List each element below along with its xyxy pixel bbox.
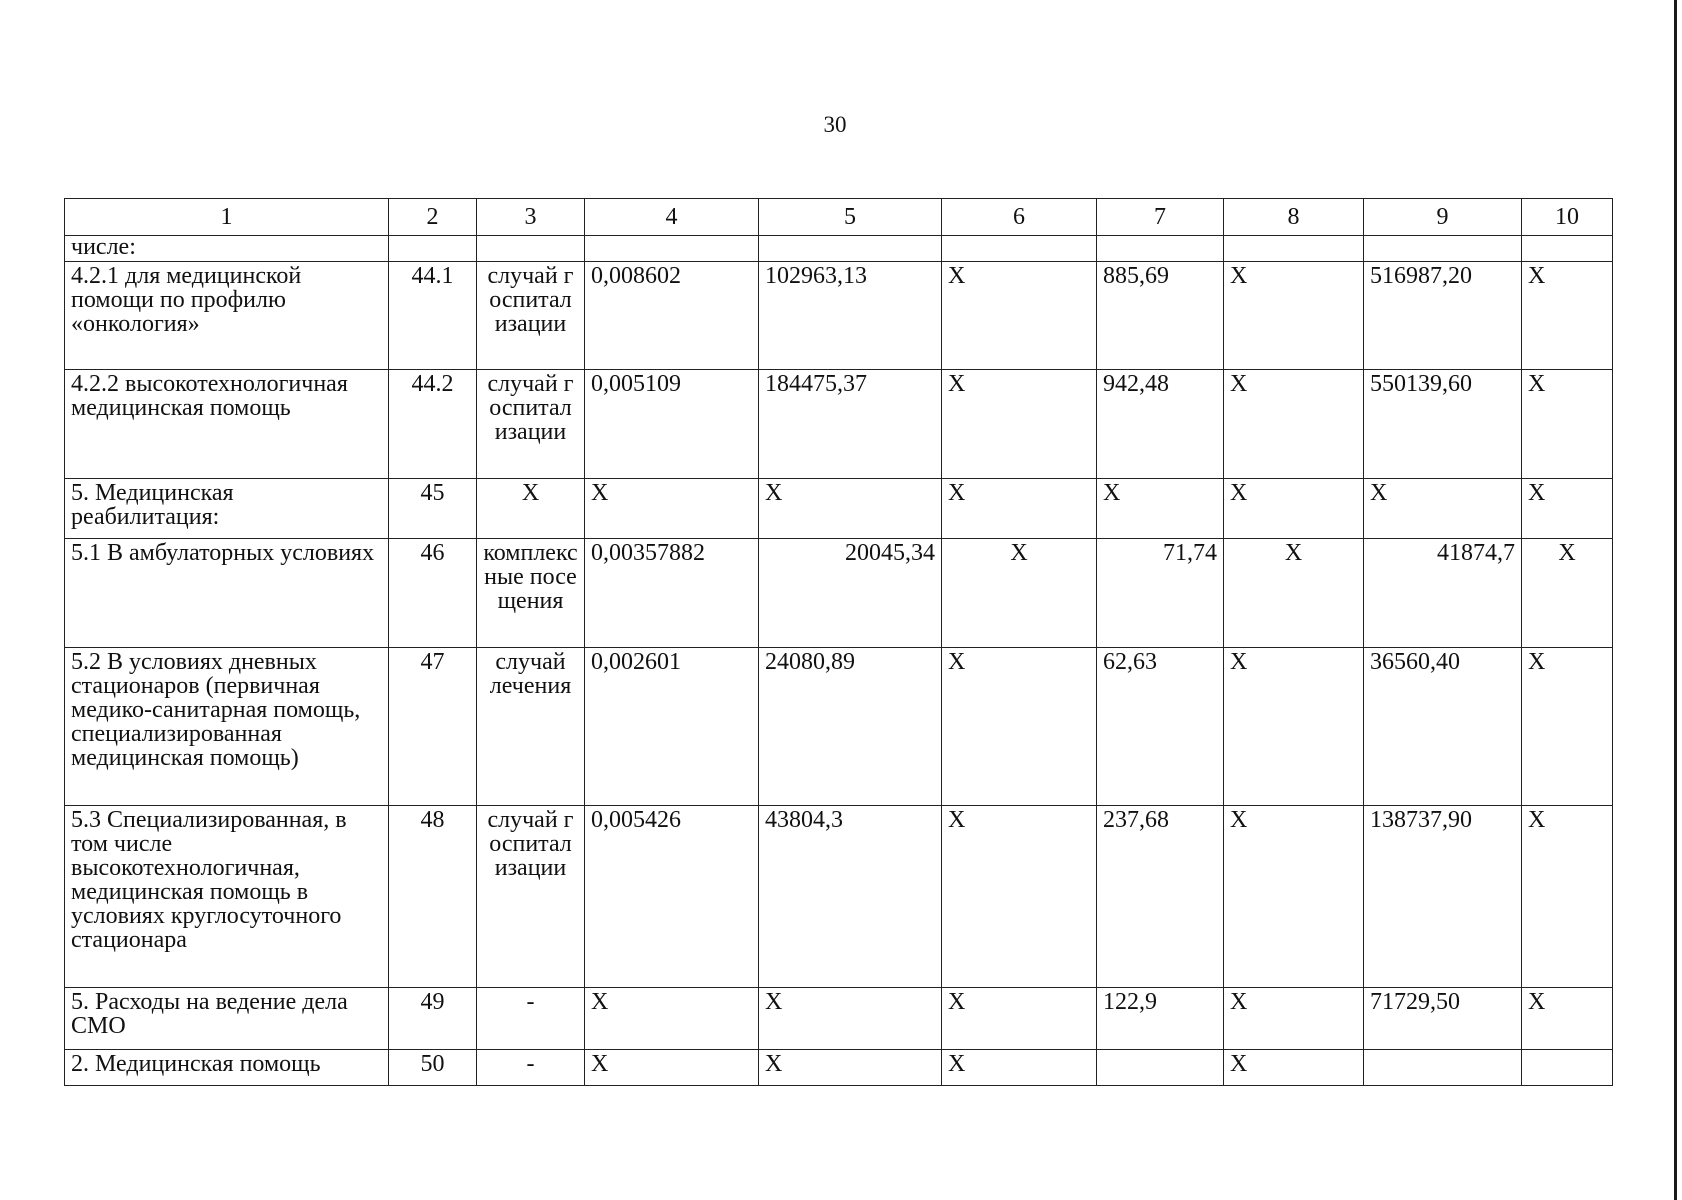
table-cell: 47 xyxy=(389,648,477,806)
row-label: 5.3 Специализированная, в том числе высокотехнологичная, медицинская помощь в условиях круглосуточного стационара xyxy=(65,806,389,988)
table-cell: 43804,3 xyxy=(759,806,942,988)
column-header: 4 xyxy=(585,199,759,236)
table-cell: 516987,20 xyxy=(1364,262,1522,370)
table-cell xyxy=(759,236,942,262)
table-cell: 0,005426 xyxy=(585,806,759,988)
table-cell: X xyxy=(1522,370,1613,479)
data-table xyxy=(64,198,1613,1086)
table-cell: 122,9 xyxy=(1097,988,1224,1050)
table-cell xyxy=(1522,236,1613,262)
table-cell: X xyxy=(942,988,1097,1050)
table-cell: случай госпитализации xyxy=(477,806,585,988)
table-cell xyxy=(1522,1050,1613,1086)
table-cell: X xyxy=(942,1050,1097,1086)
table-cell: X xyxy=(1224,262,1364,370)
table-cell: 20045,34 xyxy=(759,539,942,648)
table-cell: случай госпитализации xyxy=(477,262,585,370)
table-cell: - xyxy=(477,1050,585,1086)
table-cell: X xyxy=(477,479,585,539)
column-header: 2 xyxy=(389,199,477,236)
table-cell: X xyxy=(585,1050,759,1086)
table-cell: X xyxy=(942,648,1097,806)
table-cell: 44.1 xyxy=(389,262,477,370)
table-cell: 49 xyxy=(389,988,477,1050)
table-cell: X xyxy=(1522,988,1613,1050)
table-cell: 50 xyxy=(389,1050,477,1086)
row-label: 5. Расходы на ведение дела СМО xyxy=(65,988,389,1050)
table-row xyxy=(65,988,1613,1050)
table-cell: X xyxy=(1522,806,1613,988)
table-cell: X xyxy=(1224,370,1364,479)
table-cell: комплексные посещения xyxy=(477,539,585,648)
table-cell: - xyxy=(477,988,585,1050)
table-row xyxy=(65,539,1613,648)
row-label: числе: xyxy=(65,236,389,262)
table-cell: 71729,50 xyxy=(1364,988,1522,1050)
table-cell: X xyxy=(942,262,1097,370)
table-cell xyxy=(1097,1050,1224,1086)
table-cell: X xyxy=(1522,262,1613,370)
table-cell: X xyxy=(585,988,759,1050)
table-cell: X xyxy=(759,988,942,1050)
table-cell: 550139,60 xyxy=(1364,370,1522,479)
table-cell: X xyxy=(942,479,1097,539)
column-header: 6 xyxy=(942,199,1097,236)
table-row xyxy=(65,370,1613,479)
table-row xyxy=(65,479,1613,539)
table-cell xyxy=(477,236,585,262)
row-label: 4.2.1 для медицинской помощи по профилю «онкология» xyxy=(65,262,389,370)
row-label: 5.1 В амбулаторных условиях xyxy=(65,539,389,648)
table-cell: X xyxy=(759,479,942,539)
table-cell: 48 xyxy=(389,806,477,988)
column-header: 10 xyxy=(1522,199,1613,236)
table-cell: X xyxy=(759,1050,942,1086)
table-cell: X xyxy=(1522,648,1613,806)
table-cell: 237,68 xyxy=(1097,806,1224,988)
page-number: 30 xyxy=(823,112,847,137)
table-cell: 62,63 xyxy=(1097,648,1224,806)
table-cell xyxy=(1364,236,1522,262)
table-cell xyxy=(1364,1050,1522,1086)
table-cell xyxy=(942,236,1097,262)
page-edge-line xyxy=(1674,0,1677,1200)
table-cell: 942,48 xyxy=(1097,370,1224,479)
table-cell: X xyxy=(585,479,759,539)
table-cell: 45 xyxy=(389,479,477,539)
table-cell: 36560,40 xyxy=(1364,648,1522,806)
row-label: 2. Медицинская помощь xyxy=(65,1050,389,1086)
column-header: 5 xyxy=(759,199,942,236)
table-cell: X xyxy=(1522,539,1613,648)
table-cell xyxy=(389,236,477,262)
table-cell: 24080,89 xyxy=(759,648,942,806)
table-row xyxy=(65,1050,1613,1086)
table-cell xyxy=(1097,236,1224,262)
table-cell: X xyxy=(942,806,1097,988)
table-cell xyxy=(585,236,759,262)
column-header: 3 xyxy=(477,199,585,236)
table-cell: X xyxy=(1364,479,1522,539)
table-cell: случай госпитализации xyxy=(477,370,585,479)
column-header: 7 xyxy=(1097,199,1224,236)
table-cell: X xyxy=(1224,806,1364,988)
table-row xyxy=(65,236,1613,262)
table-cell: 0,005109 xyxy=(585,370,759,479)
table-cell: 102963,13 xyxy=(759,262,942,370)
column-header: 9 xyxy=(1364,199,1522,236)
table-cell: 184475,37 xyxy=(759,370,942,479)
table-cell: 44.2 xyxy=(389,370,477,479)
table-row xyxy=(65,648,1613,806)
table-cell: 71,74 xyxy=(1097,539,1224,648)
table-cell: X xyxy=(1224,1050,1364,1086)
table-cell: X xyxy=(1224,539,1364,648)
table-cell: 0,00357882 xyxy=(585,539,759,648)
table-cell: 138737,90 xyxy=(1364,806,1522,988)
table-row xyxy=(65,262,1613,370)
column-header: 8 xyxy=(1224,199,1364,236)
row-label: 5. Медицинская реабилитация: xyxy=(65,479,389,539)
table-row xyxy=(65,806,1613,988)
table-cell: X xyxy=(1224,648,1364,806)
table-cell: X xyxy=(942,370,1097,479)
table-cell: случай лечения xyxy=(477,648,585,806)
column-header: 1 xyxy=(65,199,389,236)
table-cell: 0,002601 xyxy=(585,648,759,806)
table-cell xyxy=(1224,236,1364,262)
row-label: 4.2.2 высокотехнологичная медицинская помощь xyxy=(65,370,389,479)
table-cell: X xyxy=(942,539,1097,648)
table-cell: 46 xyxy=(389,539,477,648)
table-cell: X xyxy=(1224,479,1364,539)
table-cell: 41874,7 xyxy=(1364,539,1522,648)
row-label: 5.2 В условиях дневных стационаров (первичная медико-санитарная помощь, специализированная медицинская помощь) xyxy=(65,648,389,806)
header-row xyxy=(65,199,1613,236)
table-cell: 0,008602 xyxy=(585,262,759,370)
table-cell: X xyxy=(1097,479,1224,539)
table-cell: X xyxy=(1224,988,1364,1050)
table-cell: 885,69 xyxy=(1097,262,1224,370)
table-cell: X xyxy=(1522,479,1613,539)
